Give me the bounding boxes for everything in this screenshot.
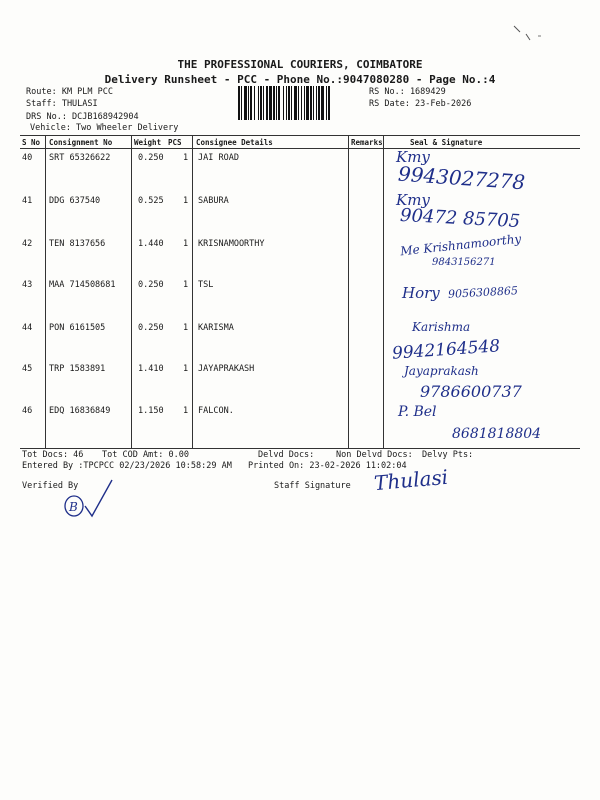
staff-text: Staff: THULASI (26, 99, 98, 109)
non-delivered-docs: Non Delvd Docs: (336, 450, 413, 460)
row-sno: 43 (22, 280, 33, 290)
col-header-weight: Weight (134, 138, 162, 147)
vehicle-text: Vehicle: Two Wheeler Delivery (30, 123, 179, 133)
handwritten-phone: 9943027278 (397, 161, 526, 195)
staff-signature-handwritten: Thulasi (373, 464, 449, 496)
handwritten-signature: Jayaprakash (404, 364, 479, 378)
col-header-signature: Seal & Signature (410, 138, 483, 147)
row-sno: 44 (22, 323, 33, 333)
column-divider (131, 135, 132, 448)
row-weight: 0.250 (138, 153, 164, 163)
row-weight: 1.410 (138, 364, 164, 374)
handwritten-phone: 8681818804 (452, 426, 542, 442)
handwritten-signature: Me Krishnamoorthy (399, 231, 522, 259)
row-pcs: 1 (183, 406, 189, 416)
col-header-consignment: Consignment No (49, 138, 113, 147)
col-header-remarks: Remarks (351, 138, 383, 147)
route-text: Route: KM PLM PCC (26, 87, 113, 97)
row-consignee: JAYAPRAKASH (198, 364, 255, 374)
drs-number: DRS No.: DCJB168942904 (26, 112, 139, 122)
column-divider (348, 135, 349, 448)
handwritten-signature: Kmy (396, 191, 430, 209)
row-weight: 0.250 (138, 280, 164, 290)
handwritten-phone: 90472 85705 (399, 204, 521, 233)
verified-check-mark (58, 476, 122, 520)
delivery-points: Delvy Pts: (422, 450, 474, 460)
handwritten-phone: 9942164548 (391, 336, 501, 364)
total-cod-amount: Tot COD Amt: 0.00 (102, 450, 189, 460)
row-pcs: 1 (183, 280, 189, 290)
row-pcs: 1 (183, 153, 189, 163)
rs-date: RS Date: 23-Feb-2026 (369, 99, 472, 109)
handwritten-signature: P. Bel (398, 404, 437, 420)
table-bottom-border (20, 448, 580, 449)
row-pcs: 1 (183, 239, 189, 249)
handwritten-signature: Hory (402, 284, 440, 302)
row-consignee: FALCON. (198, 406, 234, 416)
row-consignee: SABURA (198, 196, 229, 206)
verified-by-label: Verified By (22, 481, 79, 491)
row-weight: 1.150 (138, 406, 164, 416)
table-header-border (20, 148, 580, 149)
col-header-sno: S No (22, 138, 41, 147)
printed-on: Printed On: 23-02-2026 11:02:04 (248, 461, 407, 471)
row-consignment: PON 6161505 (49, 323, 106, 333)
row-consignment: TRP 1583891 (49, 364, 106, 374)
handwritten-phone: 9056308865 (447, 284, 519, 301)
row-consignee: TSL (198, 280, 214, 290)
delivered-docs: Delvd Docs: (258, 450, 315, 460)
row-pcs: 1 (183, 196, 189, 206)
row-consignment: MAA 714508681 (49, 280, 116, 290)
entered-by: Entered By :TPCPCC 02/23/2026 10:58:29 AM (22, 461, 232, 471)
row-consignment: DDG 637540 (49, 196, 101, 206)
row-consignee: KARISMA (198, 323, 234, 333)
row-consignment: SRT 65326622 (49, 153, 111, 163)
column-divider (192, 135, 193, 448)
total-docs: Tot Docs: 46 (22, 450, 84, 460)
pen-mark (508, 22, 548, 44)
row-consignee: KRISNAMOORTHY (198, 239, 265, 249)
runsheet-subtitle: Delivery Runsheet - PCC - Phone No.:9047080280 - Page No.:4 (104, 73, 496, 86)
column-divider (45, 135, 46, 448)
barcode (238, 86, 366, 120)
handwritten-phone: 9786600737 (420, 382, 522, 401)
row-sno: 40 (22, 153, 33, 163)
row-weight: 0.525 (138, 196, 164, 206)
verified-initial: B (69, 500, 78, 514)
col-header-consignee: Consignee Details (196, 138, 273, 147)
column-divider (383, 135, 384, 448)
company-title: THE PROFESSIONAL COURIERS, COIMBATORE (177, 58, 423, 71)
row-weight: 1.440 (138, 239, 164, 249)
staff-signature-label: Staff Signature (274, 481, 351, 491)
row-sno: 42 (22, 239, 33, 249)
table-top-border (20, 135, 580, 136)
col-header-pcs: PCS (168, 138, 182, 147)
handwritten-signature: Kmy (396, 148, 430, 166)
rs-number: RS No.: 1689429 (369, 87, 446, 97)
handwritten-phone: 9843156271 (432, 257, 496, 268)
row-pcs: 1 (183, 364, 189, 374)
row-sno: 46 (22, 406, 33, 416)
row-sno: 45 (22, 364, 33, 374)
row-weight: 0.250 (138, 323, 164, 333)
handwritten-signature: Karishma (412, 320, 471, 334)
row-consignment: EDQ 16836849 (49, 406, 111, 416)
row-consignment: TEN 8137656 (49, 239, 106, 249)
row-sno: 41 (22, 196, 33, 206)
row-pcs: 1 (183, 323, 189, 333)
row-consignee: JAI ROAD (198, 153, 239, 163)
